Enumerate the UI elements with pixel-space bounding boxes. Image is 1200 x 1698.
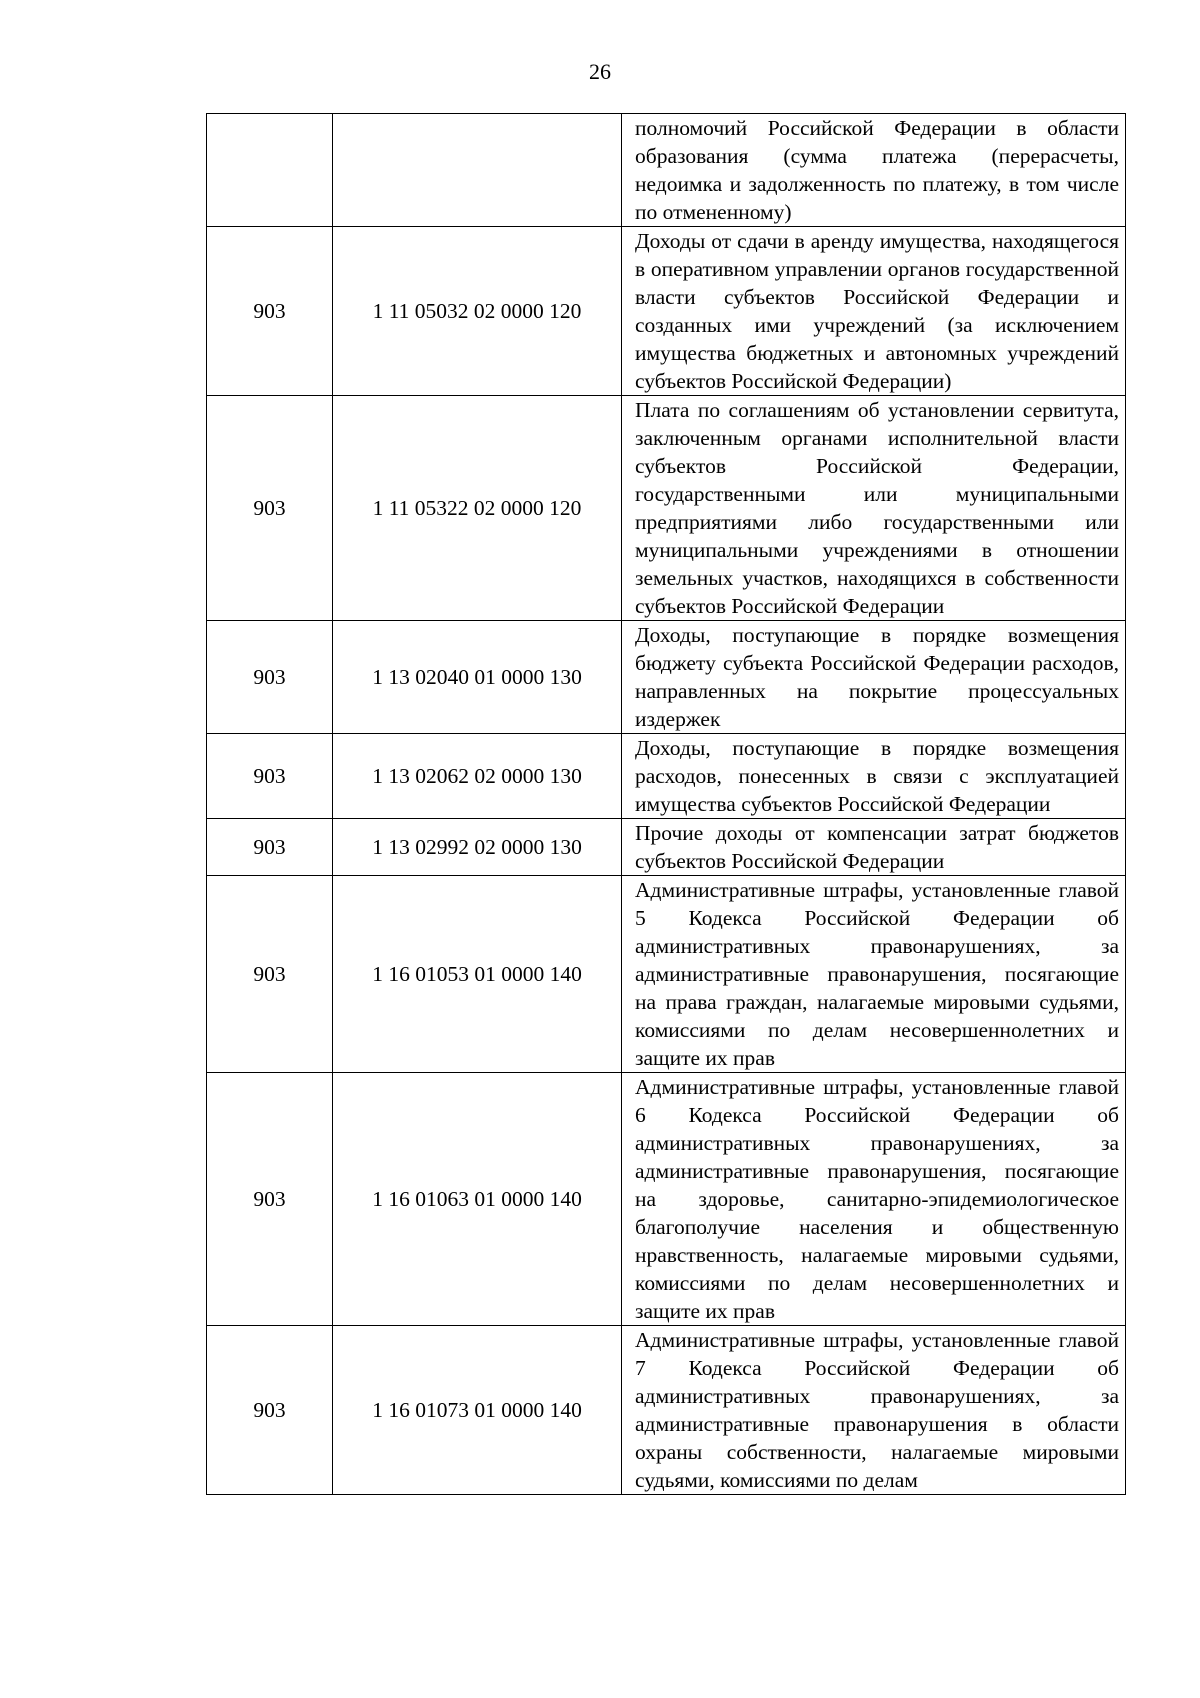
description-cell: Доходы от сдачи в аренду имущества, находящегося в оперативном управлении органов государственной власти субъектов Российской Федерации и созданных ими учреждений (за исключением имущества бюджетных и автономных учреждений субъектов Российской Федерации) xyxy=(622,227,1126,396)
table-row xyxy=(207,396,1126,621)
budget-code-cell: 1 16 01073 01 0000 140 xyxy=(333,1326,622,1495)
description-cell: Доходы, поступающие в порядке возмещения расходов, понесенных в связи с эксплуатацией имущества субъектов Российской Федерации xyxy=(622,734,1126,819)
budget-code-cell: 1 13 02040 01 0000 130 xyxy=(333,621,622,734)
admin-code-cell: 903 xyxy=(207,621,333,734)
admin-code-cell: 903 xyxy=(207,819,333,876)
table-row xyxy=(207,1073,1126,1326)
budget-code-cell: 1 13 02992 02 0000 130 xyxy=(333,819,622,876)
budget-code-cell: 1 11 05322 02 0000 120 xyxy=(333,396,622,621)
table-row xyxy=(207,114,1126,227)
budget-code-cell: 1 16 01053 01 0000 140 xyxy=(333,876,622,1073)
description-cell: полномочий Российской Федерации в области образования (сумма платежа (перерасчеты, недоимка и задолженность по платежу, в том числе по отмененному) xyxy=(622,114,1126,227)
table-row xyxy=(207,621,1126,734)
table-row xyxy=(207,1326,1126,1495)
table-row xyxy=(207,227,1126,396)
description-cell: Административные штрафы, установленные главой 6 Кодекса Российской Федерации об административных правонарушениях, за административные правонарушения, посягающие на здоровье, санитарно-эпидемиологическое благополучие населения и общественную нравственность, налагаемые мировыми судьями, комиссиями по делам несовершеннолетних и защите их прав xyxy=(622,1073,1126,1326)
table-row xyxy=(207,819,1126,876)
budget-code-cell xyxy=(333,114,622,227)
admin-code-cell: 903 xyxy=(207,1073,333,1326)
budget-code-cell: 1 13 02062 02 0000 130 xyxy=(333,734,622,819)
table-row xyxy=(207,876,1126,1073)
description-cell: Административные штрафы, установленные главой 7 Кодекса Российской Федерации об административных правонарушениях, за административные правонарушения в области охраны собственности, налагаемые мировыми судьями, комиссиями по делам xyxy=(622,1326,1126,1495)
description-cell: Доходы, поступающие в порядке возмещения бюджету субъекта Российской Федерации расходов, направленных на покрытие процессуальных издержек xyxy=(622,621,1126,734)
admin-code-cell: 903 xyxy=(207,734,333,819)
budget-code-cell: 1 16 01063 01 0000 140 xyxy=(333,1073,622,1326)
admin-code-cell xyxy=(207,114,333,227)
admin-code-cell: 903 xyxy=(207,396,333,621)
admin-code-cell: 903 xyxy=(207,876,333,1073)
revenue-codes-table xyxy=(206,113,1126,1495)
budget-code-cell: 1 11 05032 02 0000 120 xyxy=(333,227,622,396)
table-row xyxy=(207,734,1126,819)
description-cell: Плата по соглашениям об установлении сервитута, заключенным органами исполнительной власти субъектов Российской Федерации, государственными или муниципальными предприятиями либо государственными или муниципальными учреждениями в отношении земельных участков, находящихся в собственности субъектов Российской Федерации xyxy=(622,396,1126,621)
admin-code-cell: 903 xyxy=(207,1326,333,1495)
admin-code-cell: 903 xyxy=(207,227,333,396)
page-number: 26 xyxy=(589,59,611,84)
description-cell: Прочие доходы от компенсации затрат бюджетов субъектов Российской Федерации xyxy=(622,819,1126,876)
description-cell: Административные штрафы, установленные главой 5 Кодекса Российской Федерации об административных правонарушениях, за административные правонарушения, посягающие на права граждан, налагаемые мировыми судьями, комиссиями по делам несовершеннолетних и защите их прав xyxy=(622,876,1126,1073)
